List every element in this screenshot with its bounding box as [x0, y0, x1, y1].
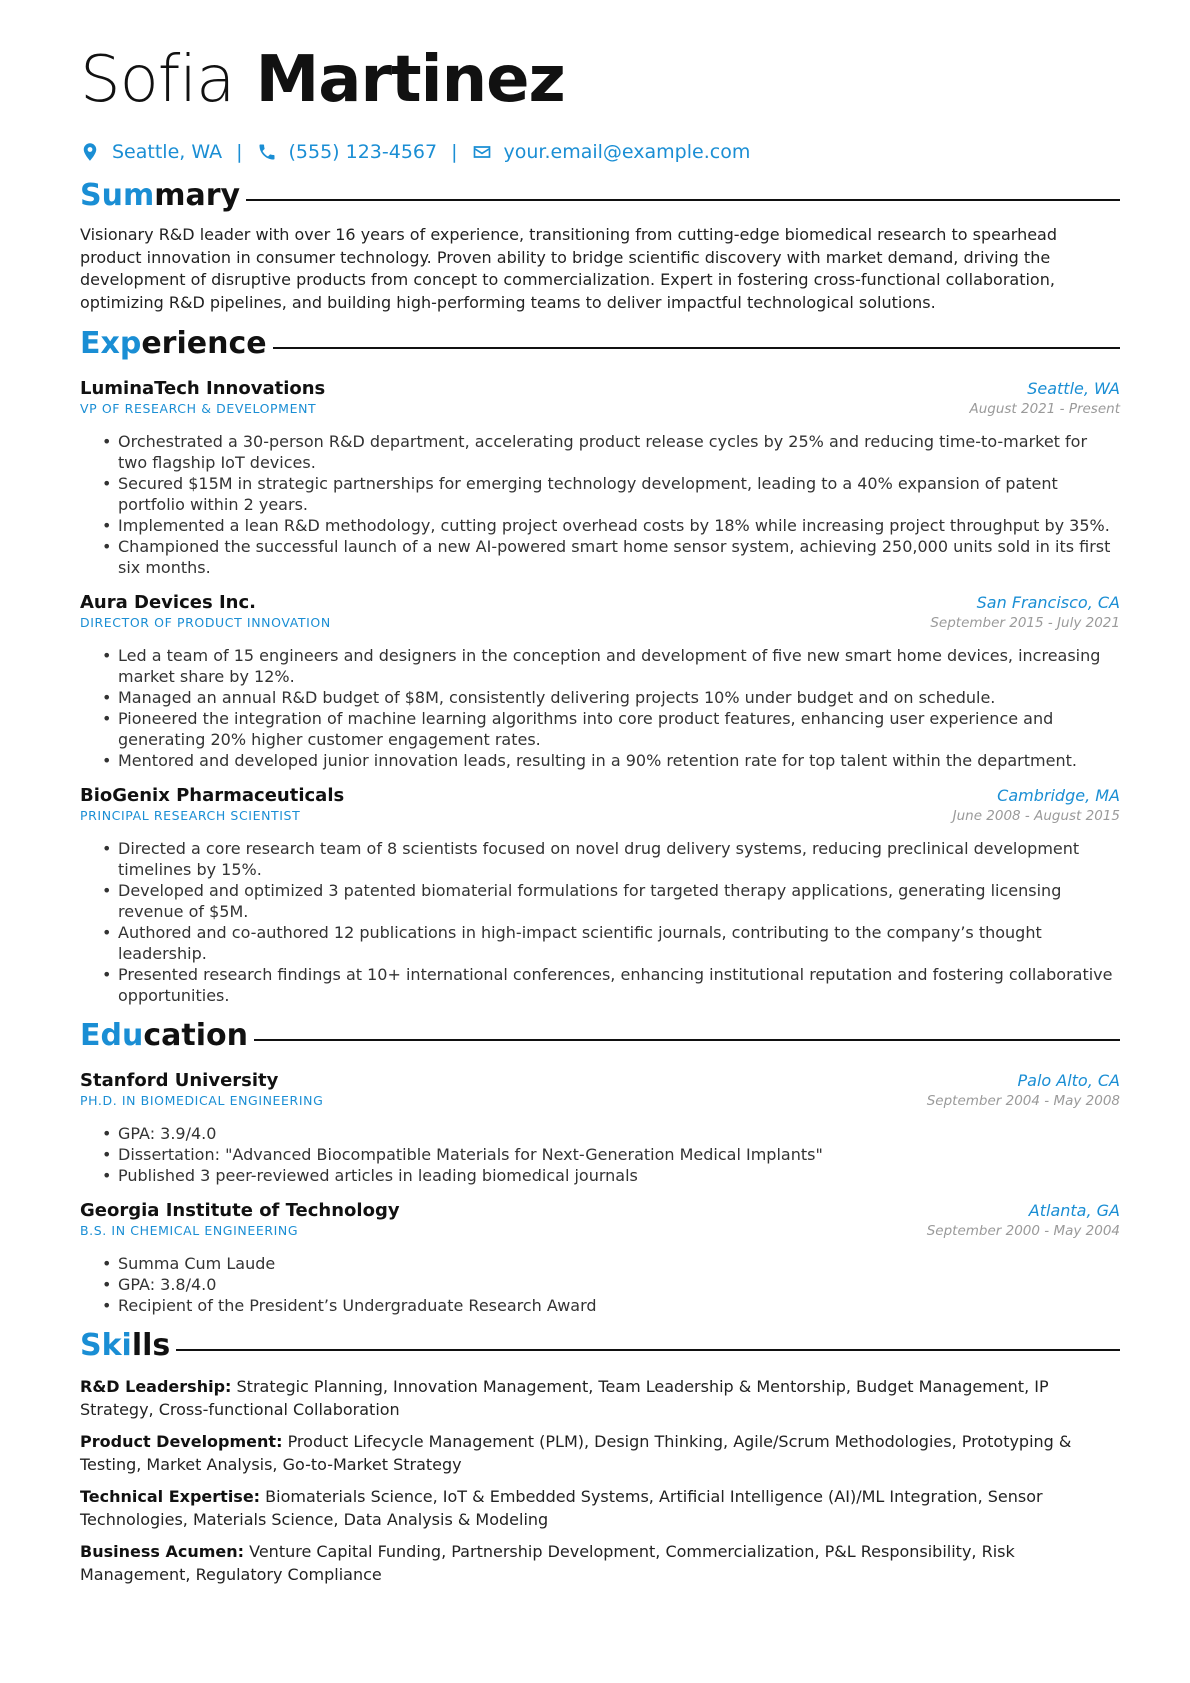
entry-location: San Francisco, CA	[976, 593, 1120, 612]
bullet-list	[80, 1123, 1120, 1186]
entry-location: Atlanta, GA	[1028, 1201, 1120, 1220]
skill-list-text: Biomaterials Science, IoT & Embedded Systems, Artificial Intelligence (AI)/ML Integration, Sensor Technologies, Materials Science, Data Analysis & Modeling	[80, 1487, 1043, 1529]
bullet-item: • Managed an annual R&D budget of $8M, consistently delivering projects 10% under budget and on schedule.	[102, 687, 1120, 708]
entry-dates: September 2015 - July 2021	[930, 615, 1120, 631]
section-title: Experience	[80, 326, 267, 361]
bullet-item: • Published 3 peer-reviewed articles in leading biomedical journals	[102, 1165, 1120, 1186]
experience-list	[80, 378, 1120, 1006]
skills-heading	[80, 1328, 1120, 1368]
contact-line	[80, 138, 1120, 166]
contact-email[interactable]	[472, 141, 751, 163]
summary-text: Visionary R&D leader with over 16 years of experience, transitioning from cutting-edge biomedical research to spearhead product innovation in consumer technology. Proven ability to bridge scientific discovery with market demand, driving the development of disruptive products from concept to commercialization. Expert in fostering cross-functional collaboration, optimizing R&D pipelines, and building high-performing teams to deliver impactful technological solutions.	[80, 225, 1058, 312]
bullet-item: • Implemented a lean R&D methodology, cutting project overhead costs by 18% while increasing project throughput by 35%.	[102, 515, 1120, 536]
envelope-icon	[472, 142, 492, 162]
bullet-item: • GPA: 3.9/4.0	[102, 1123, 1120, 1144]
entry-dates: September 2004 - May 2008	[926, 1093, 1120, 1109]
phone-icon	[257, 142, 277, 162]
last-name: Martinez	[255, 43, 565, 117]
entry-role: DIRECTOR OF PRODUCT INNOVATION	[80, 615, 331, 630]
section-rule	[254, 1039, 1120, 1041]
entry-subheader	[80, 806, 1120, 824]
entry-header	[80, 1070, 1120, 1091]
experience-heading	[80, 326, 1120, 366]
entry-header	[80, 592, 1120, 613]
entry-dates: August 2021 - Present	[969, 401, 1120, 417]
bullet-item: • Led a team of 15 engineers and designers in the conception and development of five new smart home devices, increasing market share by 12%.	[102, 645, 1120, 687]
entry-role: PH.D. IN BIOMEDICAL ENGINEERING	[80, 1093, 324, 1108]
section-title: Skills	[80, 1328, 171, 1363]
education-list	[80, 1070, 1120, 1316]
bullet-item: • Championed the successful launch of a new AI-powered smart home sensor system, achieving 250,000 units sold in its first six months.	[102, 536, 1120, 578]
section-rule	[176, 1349, 1120, 1351]
organization-name: LuminaTech Innovations	[80, 378, 326, 399]
skill-category: Product Development:	[80, 1432, 283, 1451]
experience-entry	[80, 785, 1120, 1006]
entry-role: VP OF RESEARCH & DEVELOPMENT	[80, 401, 317, 416]
entry-subheader	[80, 1221, 1120, 1239]
candidate-name	[80, 40, 1120, 120]
skill-line	[80, 1541, 1120, 1586]
skill-list-text: Strategic Planning, Innovation Management, Team Leadership & Mentorship, Budget Management, IP Strategy, Cross-functional Collaboration	[80, 1377, 1049, 1419]
bullet-item: • Recipient of the President’s Undergraduate Research Award	[102, 1295, 1120, 1316]
entry-dates: September 2000 - May 2004	[926, 1223, 1120, 1239]
bullet-item: • Mentored and developed junior innovation leads, resulting in a 90% retention rate for top talent within the department.	[102, 750, 1120, 771]
organization-name: Stanford University	[80, 1070, 279, 1091]
education-entry	[80, 1200, 1120, 1316]
education-entry	[80, 1070, 1120, 1186]
skill-line	[80, 1431, 1120, 1476]
organization-name: BioGenix Pharmaceuticals	[80, 785, 345, 806]
bullet-list	[80, 838, 1120, 1006]
entry-header	[80, 1200, 1120, 1221]
entry-subheader	[80, 1091, 1120, 1109]
contact-phone[interactable]	[257, 141, 438, 163]
email-text: your.email@example.com	[503, 141, 751, 163]
skill-category: R&D Leadership:	[80, 1377, 232, 1396]
bullet-item: • Secured $15M in strategic partnerships for emerging technology development, leading to a 40% expansion of patent portfolio within 2 years.	[102, 473, 1120, 515]
section-rule	[246, 199, 1120, 201]
skills-list	[80, 1376, 1120, 1586]
entry-location: Palo Alto, CA	[1017, 1071, 1120, 1090]
bullet-item: • Pioneered the integration of machine learning algorithms into core product features, enhancing user experience and generating 20% higher customer engagement rates.	[102, 708, 1120, 750]
summary-heading	[80, 178, 1120, 218]
education-heading	[80, 1018, 1120, 1058]
experience-entry	[80, 592, 1120, 771]
bullet-item: • Orchestrated a 30-person R&D department, accelerating product release cycles by 25% and reducing time-to-market for two flagship IoT devices.	[102, 431, 1120, 473]
bullet-item: • GPA: 3.8/4.0	[102, 1274, 1120, 1295]
map-pin-icon	[80, 142, 100, 162]
skill-line	[80, 1376, 1120, 1421]
entry-location: Seattle, WA	[1027, 379, 1120, 398]
entry-location: Cambridge, MA	[997, 786, 1120, 805]
bullet-item: • Presented research findings at 10+ international conferences, enhancing institutional reputation and fostering collaborative opportunities.	[102, 964, 1120, 1006]
skill-category: Business Acumen:	[80, 1542, 245, 1561]
entry-header	[80, 378, 1120, 399]
entry-role: B.S. IN CHEMICAL ENGINEERING	[80, 1223, 299, 1238]
skill-category: Technical Expertise:	[80, 1487, 261, 1506]
bullet-item: • Developed and optimized 3 patented biomaterial formulations for targeted therapy applications, generating licensing revenue of $5M.	[102, 880, 1120, 922]
location-text: Seattle, WA	[112, 141, 223, 163]
entry-subheader	[80, 399, 1120, 417]
first-name: Sofia	[80, 43, 235, 117]
skill-line	[80, 1486, 1120, 1531]
resume-page	[80, 40, 1120, 1586]
contact-separator: |	[236, 141, 243, 163]
organization-name: Aura Devices Inc.	[80, 592, 256, 613]
phone-text: (555) 123-4567	[288, 141, 438, 163]
organization-name: Georgia Institute of Technology	[80, 1200, 400, 1221]
bullet-list	[80, 431, 1120, 578]
bullet-list	[80, 645, 1120, 771]
contact-location	[80, 141, 222, 163]
bullet-item: • Summa Cum Laude	[102, 1253, 1120, 1274]
entry-header	[80, 785, 1120, 806]
section-rule	[273, 347, 1120, 349]
experience-entry	[80, 378, 1120, 578]
section-title: Summary	[80, 178, 241, 213]
entry-subheader	[80, 613, 1120, 631]
skill-list-text: Venture Capital Funding, Partnership Development, Commercialization, P&L Responsibility, Risk Management, Regulatory Compliance	[80, 1542, 1015, 1584]
bullet-item: • Directed a core research team of 8 scientists focused on novel drug delivery systems, reducing preclinical development timelines by 15%.	[102, 838, 1120, 880]
bullet-item: • Dissertation: "Advanced Biocompatible Materials for Next-Generation Medical Implants"	[102, 1144, 1120, 1165]
entry-role: PRINCIPAL RESEARCH SCIENTIST	[80, 808, 301, 823]
skill-list-text: Product Lifecycle Management (PLM), Design Thinking, Agile/Scrum Methodologies, Prototyping & Testing, Market Analysis, Go-to-Market Strategy	[80, 1432, 1072, 1474]
contact-separator: |	[451, 141, 458, 163]
bullet-item: • Authored and co-authored 12 publications in high-impact scientific journals, contributing to the company’s thought leadership.	[102, 922, 1120, 964]
section-title: Education	[80, 1018, 248, 1053]
entry-dates: June 2008 - August 2015	[952, 808, 1120, 824]
bullet-list	[80, 1253, 1120, 1316]
